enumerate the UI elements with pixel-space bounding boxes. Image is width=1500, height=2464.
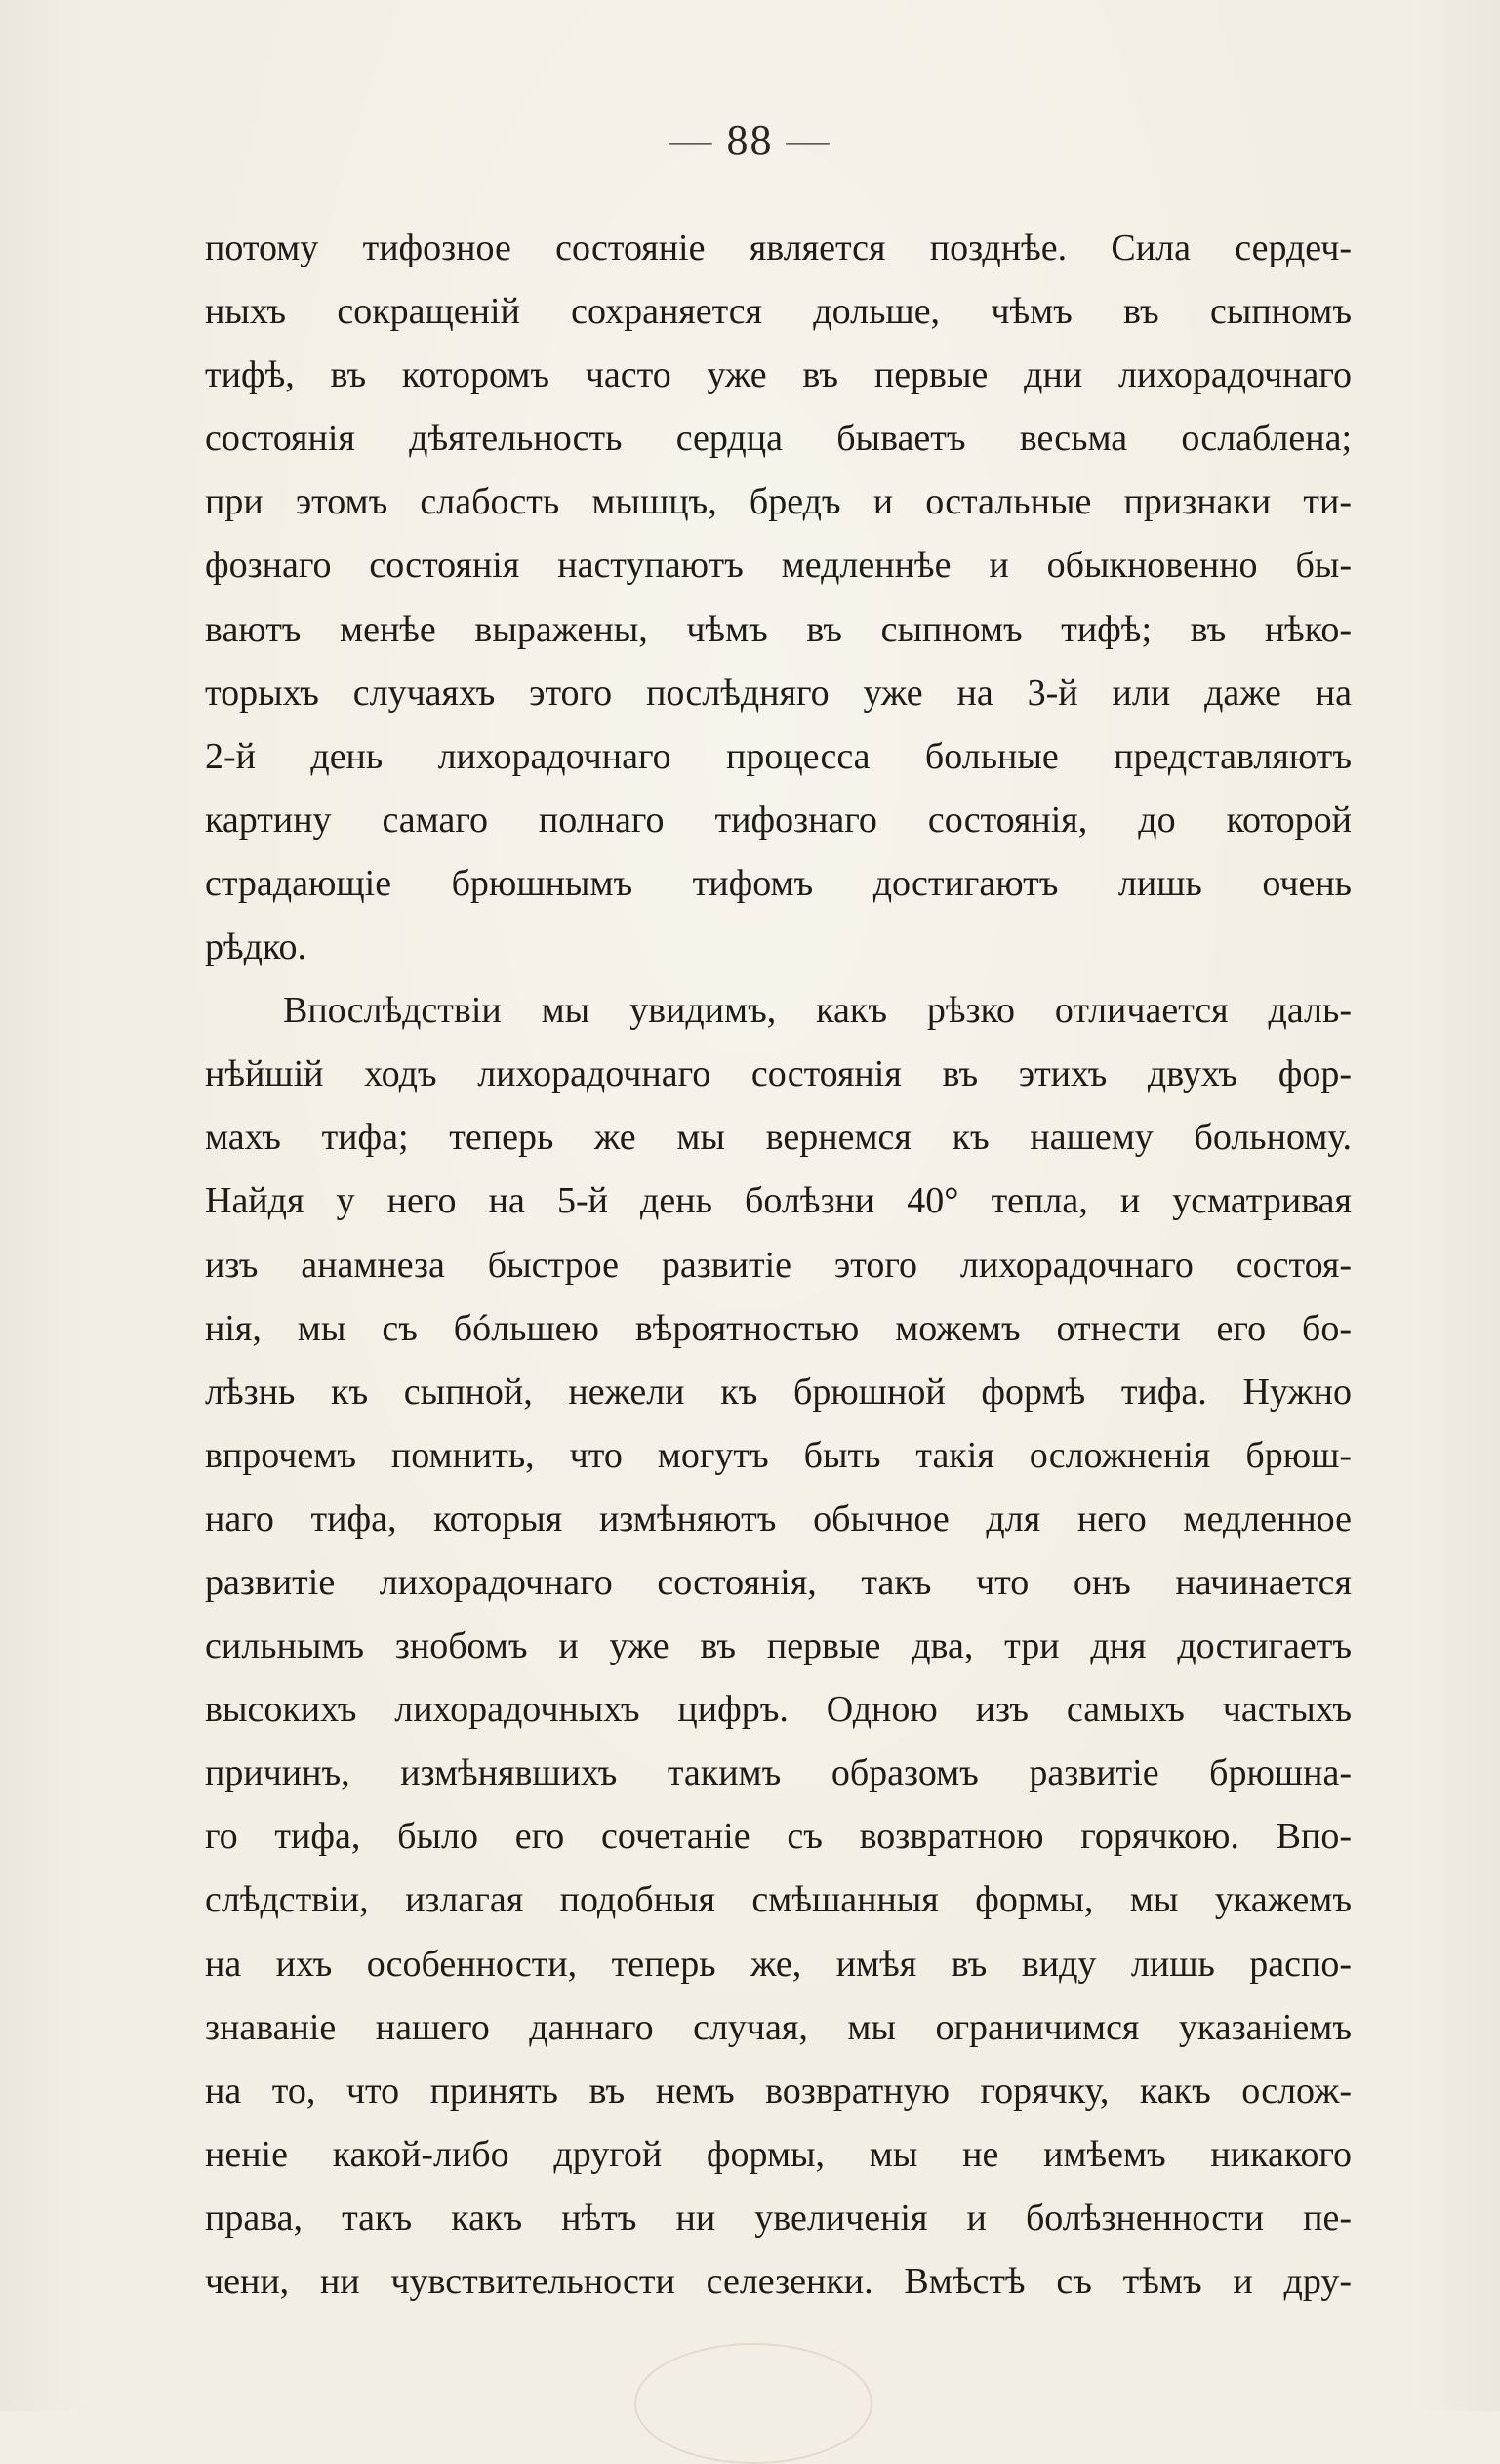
text-line: причинъ, измѣнявшихъ такимъ образомъ развитiе брюшна- <box>205 1752 1352 1794</box>
body-text <box>205 217 1352 2314</box>
text-line: нiя, мы съ бóльшею вѣроятностью можемъ отнести его бо- <box>205 1307 1352 1349</box>
text-line: изъ анамнеза быстрое развитiе этого лихорадочнаго состоя- <box>205 1244 1352 1286</box>
text-line: страдающiе брюшнымъ тифомъ достигаютъ лишь очень <box>205 862 1352 904</box>
page-number: — 88 — <box>669 116 831 164</box>
text-line: картину самаго полнаго тифознаго состоянiя, до которой <box>205 799 1352 841</box>
text-line: фознаго состоянiя наступаютъ медленнѣе и обыкновенно бы- <box>205 545 1352 587</box>
text-line: на то, что принять въ немъ возвратную горячку, какъ ослож- <box>205 2070 1352 2112</box>
faint-stamp-mark <box>634 2343 872 2464</box>
text-line: тифѣ, въ которомъ часто уже въ первые дни лихорадочнаго <box>205 354 1352 396</box>
text-line: ныхъ сокращенiй сохраняется дольше, чѣмъ въ сыпномъ <box>205 291 1352 333</box>
text-line: торыхъ случаяхъ этого послѣдняго уже на 3-й или даже на <box>205 672 1352 714</box>
text-line: права, такъ какъ нѣтъ ни увеличенiя и болѣзненности пе- <box>205 2197 1352 2238</box>
text-line: знаванiе нашего даннаго случая, мы ограничимся указанiемъ <box>205 2006 1352 2048</box>
text-line: слѣдствiи, излагая подобныя смѣшанныя формы, мы укажемъ <box>205 1879 1352 1921</box>
text-line: сильнымъ знобомъ и уже въ первые два, три дня достигаетъ <box>205 1625 1352 1667</box>
text-line: Впослѣдствiи мы увидимъ, какъ рѣзко отличается даль- <box>283 990 1352 1032</box>
text-line: чени, ни чувствительности селезенки. Вмѣстѣ съ тѣмъ и дру- <box>205 2261 1352 2302</box>
text-line: ненiе какой-либо другой формы, мы не имѣемъ никакого <box>205 2133 1352 2175</box>
text-line: наго тифа, которыя измѣняютъ обычное для него медленное <box>205 1498 1352 1540</box>
text-line: при этомъ слабость мышцъ, бредъ и остальные признаки ти- <box>205 481 1352 523</box>
text-line: Найдя у него на 5-й день болѣзни 40° тепла, и усматривая <box>205 1180 1352 1222</box>
text-line: го тифа, было его сочетанiе съ возвратною горячкою. Впо- <box>205 1816 1352 1858</box>
text-line: махъ тифа; теперь же мы вернемся къ нашему больному. <box>205 1117 1352 1159</box>
text-line: развитiе лихорадочнаго состоянiя, такъ что онъ начинается <box>205 1561 1352 1603</box>
text-line: потому тифозное состоянiе является позднѣе. Сила сердеч- <box>205 227 1352 268</box>
text-line: впрочемъ помнить, что могутъ быть такiя осложненiя брюш- <box>205 1434 1352 1476</box>
text-line: лѣзнь къ сыпной, нежели къ брюшной формѣ тифа. Нужно <box>205 1371 1352 1413</box>
text-line: на ихъ особенности, теперь же, имѣя въ виду лишь распо- <box>205 1943 1352 1985</box>
paragraph-2 <box>205 979 1352 2314</box>
text-line: рѣдко. <box>205 926 306 968</box>
text-line: ваютъ менѣе выражены, чѣмъ въ сыпномъ тифѣ; въ нѣко- <box>205 608 1352 650</box>
text-line: 2-й день лихорадочнаго процесса больные представляютъ <box>205 735 1352 777</box>
text-line: состоянiя дѣятельность сердца бываетъ весьма ослаблена; <box>205 418 1352 460</box>
text-line: нѣйшiй ходъ лихорадочнаго состоянiя въ этихъ двухъ фор- <box>205 1053 1352 1095</box>
text-line: высокихъ лихорадочныхъ цифръ. Одною изъ самыхъ частыхъ <box>205 1689 1352 1731</box>
paragraph-1 <box>205 217 1352 979</box>
